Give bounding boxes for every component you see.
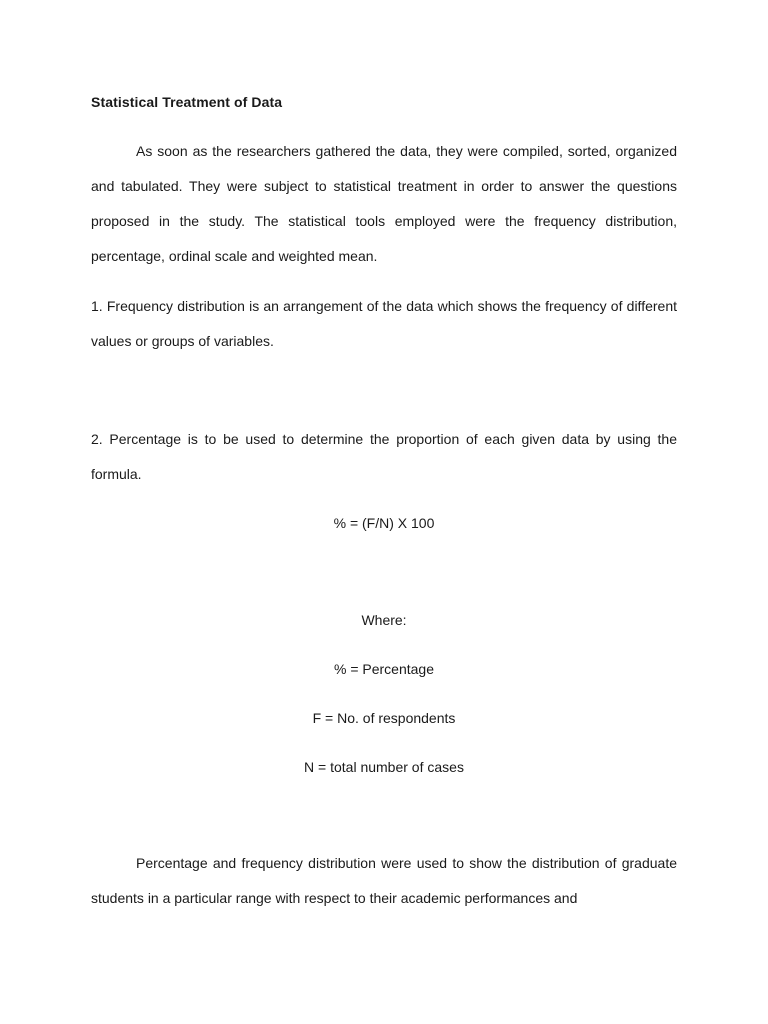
definition-f: F = No. of respondents [312, 710, 456, 726]
where-label: Where: [361, 612, 407, 628]
intro-paragraph: As soon as the researchers gathered the data, they were compiled, sorted, organized and tabulated. They were subject to statistical treatment in order to answer the questions proposed in the study. The statistical tools employed were the frequency distribution, percentage, ordinal scale and weighted mean. [91, 143, 677, 264]
percentage-formula: % = (F/N) X 100 [333, 515, 435, 531]
list-item-frequency-distribution: 1. Frequency distribution is an arrangement of the data which shows the frequency of different values or groups of variables. [91, 298, 677, 349]
closing-paragraph: Percentage and frequency distribution were used to show the distribution of graduate students in a particular range with respect to their academic performances and [91, 855, 677, 906]
list-item-percentage: 2. Percentage is to be used to determine the proportion of each given data by using the formula. [91, 431, 677, 482]
definition-n: N = total number of cases [304, 759, 464, 775]
section-heading: Statistical Treatment of Data [91, 94, 283, 110]
definition-percentage: % = Percentage [333, 661, 434, 677]
